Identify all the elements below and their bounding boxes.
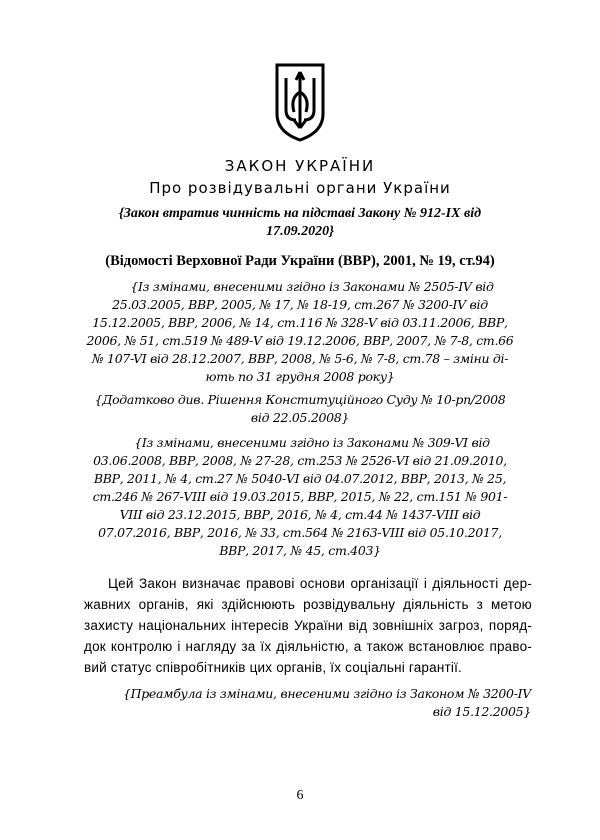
amendments-line: {Із змінами, внесеними згідно із Законами № 309-VI від — [134, 435, 490, 450]
amendments-line: № 107-VI від 28.12.2007, ВВР, 2008, № 5-6, № 7-8, ст.78 – зміни ді- — [91, 351, 509, 366]
court-note-line: {Додатково див. Рішення Конституційного Суду № 10-рп/2008 — [94, 392, 506, 407]
preamble-line: док контролю і нагляду за їх діяльністю, а також встановлює право- — [84, 639, 532, 654]
page-number: 6 — [296, 788, 304, 803]
preamble-line: вий статус співробітників цих органів, їх соціальні гарантії. — [84, 660, 462, 675]
amendments-line: VIII від 23.12.2015, ВВР, 2016, № 4, ст.44 № 1437-VIII від — [119, 507, 481, 522]
amendments-line: {Із змінами, внесеними згідно із Законами № 2505-IV від — [130, 279, 494, 294]
preamble-line: захисту національних інтересів України від зовнішніх загроз, поряд- — [84, 618, 532, 633]
coat-of-arms-icon — [274, 62, 326, 142]
law-title: ЗАКОН УКРАЇНИ — [224, 157, 376, 175]
amendments-line: 07.07.2016, ВВР, 2016, № 33, ст.564 № 2163-VIII від 05.10.2017, — [98, 525, 502, 540]
amendments-line: ВВР, 2011, № 4, ст.27 № 5040-VI від 04.07.2012, ВВР, 2013, № 25, — [93, 471, 507, 486]
preamble-line: Цей Закон визначає правові основи організації і діяльності дер- — [108, 576, 532, 591]
amendments-line: ВВР, 2017, № 45, ст.403} — [219, 543, 381, 558]
preamble-line: жавних органів, які здійснюють розвідувальну діяльність з метою — [84, 597, 532, 612]
repeal-note-line: 17.09.2020} — [266, 224, 334, 239]
amendments-line: 2006, № 51, ст.519 № 489-V від 19.12.2006, ВВР, 2007, № 7-8, ст.66 — [86, 333, 514, 348]
preamble-note-line: від 15.12.2005} — [432, 704, 531, 719]
amendments-line: 25.03.2005, ВВР, 2005, № 17, № 18-19, ст.267 № 3200-IV від — [112, 297, 488, 312]
repeal-note-line: {Закон втратив чинність на підставі Закону № 912-IX від — [118, 206, 482, 221]
amendments-line: ють по 31 грудня 2008 року} — [205, 369, 395, 384]
source-reference: (Відомості Верховної Ради України (ВВР), 2001, № 19, ст.94) — [105, 253, 495, 269]
preamble-note-line: {Преамбула із змінами, внесеними згідно із Законом № 3200-IV — [122, 686, 531, 701]
amendments-line: ст.246 № 267-VIII від 19.03.2015, ВВР, 2015, № 22, ст.151 № 901- — [92, 489, 508, 504]
law-subtitle: Про розвідувальні органи України — [149, 179, 451, 197]
amendments-line: 15.12.2005, ВВР, 2006, № 14, ст.116 № 328-V від 03.11.2006, ВВР, — [92, 315, 508, 330]
court-note-line: від 22.05.2008} — [250, 410, 350, 425]
amendments-line: 03.06.2008, ВВР, 2008, № 27-28, ст.253 № 2526-VI від 21.09.2010, — [93, 453, 507, 468]
